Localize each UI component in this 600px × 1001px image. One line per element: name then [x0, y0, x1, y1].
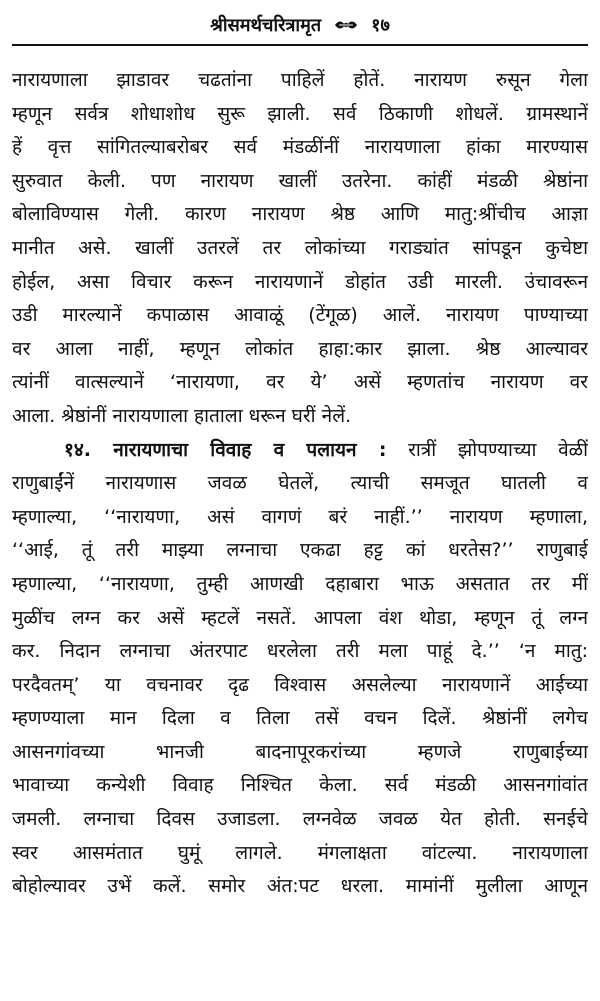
text-line: त्यांनीं वात्सल्यानें ‘नारायणा, वर ये’ असें म्हणतांच नारायण वर — [12, 371, 588, 394]
text-line: हें वृत्त सांगितल्याबरोबर सर्व मंडळींनीं नारायणाला हांका मारण्यास — [12, 136, 588, 159]
text-line: नारायणाला झाडावर चढतांना पाहिलें होतें. नारायण रुसून गेला — [12, 69, 588, 91]
running-header — [12, 6, 588, 44]
section-first-line-text: रात्रीं झोपण्याच्या वेळीं — [386, 438, 588, 461]
book-title: श्रीसमर्थचरित्रामृत — [210, 15, 322, 36]
text-line: आसनगांवच्या भानजी बादनापूरकरांच्या म्हणजे राणुबाईच्या — [12, 740, 588, 763]
text-line: होईल, असा विचार करून नारायणानें डोहांत उडी मारली. उंचावरून — [12, 270, 588, 293]
text-line: परदैवतम्’ या वचनावर दृढ विश्वास असलेल्या नारायणानें आईच्या — [12, 673, 588, 696]
section-first-line — [12, 434, 588, 468]
page-number: १७ — [371, 15, 390, 36]
text-line: म्हणाल्या, ‘‘नारायणा, तुम्ही आणखी दहाबारा भाऊ असतात तर मीं — [12, 572, 588, 595]
text-line: ‘‘आई, तूं तरी माझ्या लग्नाचा एकढा हट्ट कां धरतेस?’’ राणुबाई — [12, 539, 588, 562]
text-line: बोहोल्यावर उभें कलें. समोर अंत:पट धरला. मामांनीं मुलीला आणून — [12, 875, 588, 898]
text-line: आला. श्रेष्ठांनीं नारायणाला हाताला धरून घरीं नेलें. — [12, 404, 352, 427]
text-line: स्वर आसमंतात घुमूं लागले. मंगलाक्षता वांटल्या. नारायणाला — [12, 841, 588, 864]
text-line: कर. निदान लग्नाचा अंतरपाट धरलेला तरी मला पाहूं दे.’’ ‘न मातु: — [12, 640, 588, 663]
header-rule — [12, 44, 588, 46]
text-line: उडी मारल्यानें कपाळास आवाळूं (टेंगूळ) आलें. नारायण पाण्याच्या — [12, 304, 588, 327]
paragraph-1 — [12, 64, 588, 434]
section-heading: १४. नारायणाचा विवाह व पलायन : — [64, 438, 387, 461]
text-line: मानीत असे. खालीं उतरलें तर लोकांच्या गराड्यांत सांपडून कुचेष्टा — [12, 236, 588, 259]
text-line: म्हणण्याला मान दिला व तिला तसें वचन दिलें. श्रेष्ठांनीं लगेच — [12, 707, 588, 730]
text-line: जमली. लग्नाचा दिवस उजाडला. लग्नवेळ जवळ येत होती. सनईचे — [12, 808, 588, 831]
text-line: राणुबाईंनें नारायणास जवळ घेतलें, त्याची समजूत घातली व — [12, 472, 588, 495]
section-14 — [12, 434, 588, 904]
text-line: म्हणून सर्वत्र शोधाशोध सुरू झाली. सर्व ठिकाणी शोधलें. ग्रामस्थानें — [12, 102, 588, 125]
text-line: बोलाविण्यास गेली. कारण नारायण श्रेष्ठ आणि मातु:श्रींचीच आज्ञा — [12, 203, 588, 226]
page-body — [12, 64, 588, 904]
floral-ornament-icon — [333, 17, 359, 33]
text-line: सुरुवात केली. पण नारायण खालीं उतरेना. कांहीं मंडळी श्रेष्ठांना — [12, 169, 588, 192]
text-line: वर आला नाहीं, म्हणून लोकांत हाहा:कार झाला. श्रेष्ठ आल्यावर — [12, 337, 588, 360]
text-line: भावाच्या कन्येशी विवाह निश्चित केला. सर्व मंडळी आसनगांवांत — [12, 774, 588, 797]
text-line: म्हणाल्या, ‘‘नारायणा, असं वागणं बरं नाहीं.’’ नारायण म्हणाला, — [12, 505, 588, 528]
text-line: मुळींच लग्न कर असें म्हटलें नसतें. आपला वंश थोडा, म्हणून तूं लग्न — [12, 606, 588, 629]
